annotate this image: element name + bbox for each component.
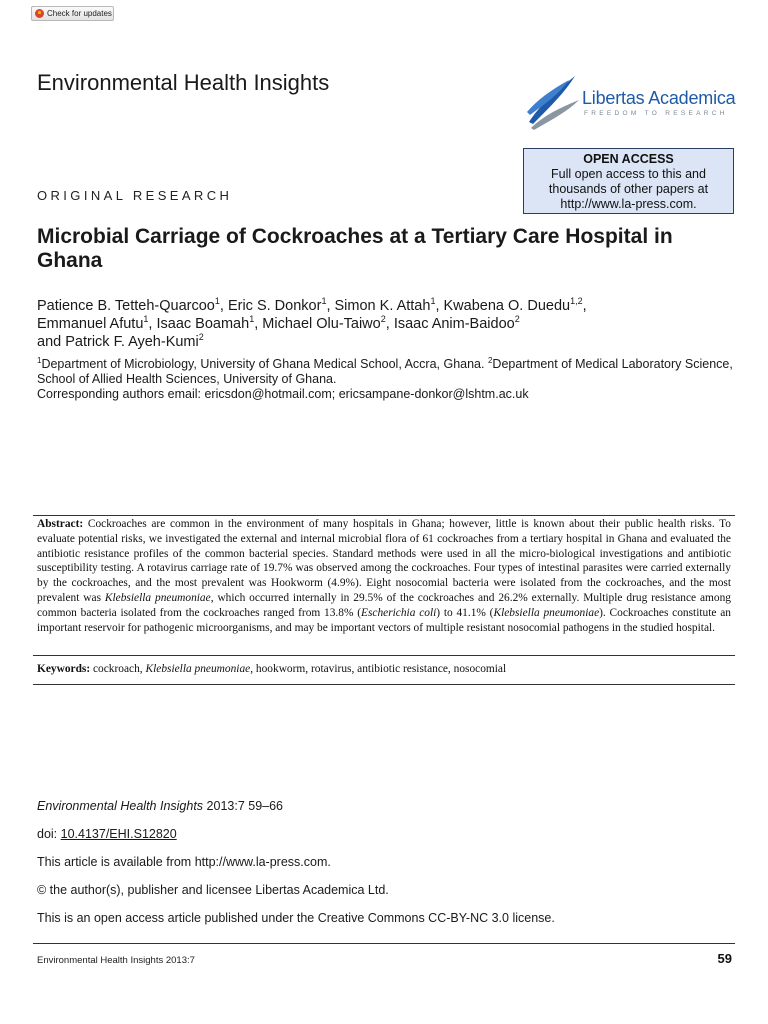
doi-label: doi: (37, 827, 61, 841)
keywords-text: cockroach, (90, 663, 146, 675)
author-affiliation-sup: 1 (321, 296, 327, 307)
logo-name: Libertas Academica (582, 88, 736, 108)
doi-link[interactable]: 10.4137/EHI.S12820 (60, 827, 177, 841)
copyright-line: © the author(s), publisher and licensee Libertas Academica Ltd. (37, 883, 389, 897)
abstract-text: ). Cockroaches constitute an important reservoir for pathogenic microorganisms, and may be important vectors of multiple resistant nosocomial pathogens in the studied hospital. (37, 606, 731, 634)
author-name: Eric S. Donkor (227, 298, 322, 314)
author-affiliation-sup: 2 (198, 332, 204, 343)
author-name: Simon K. Attah (334, 298, 431, 314)
open-access-title: OPEN ACCESS (583, 152, 674, 166)
author-name: Emmanuel Afutu (37, 316, 144, 332)
author-affiliation-sup: 1 (430, 296, 436, 307)
author-separator: , (385, 316, 394, 332)
abstract-label: Abstract: (37, 518, 84, 530)
author-separator: , (148, 316, 157, 332)
keywords-italic: Klebsiella pneumoniae (145, 663, 251, 675)
abstract-bottom-divider (33, 684, 735, 685)
abstract-text: Cockroaches are common in the environment of many hospitals in Ghana; however, little is known about their public health risks. To evaluate potential risks, we investigated the external and internal microbial flora of 61 cockroaches from a tertiary hospital in Ghana and evaluated the antibiotic resistance profiles of the common bacterial species. Standard methods were used in all the micro-biological investigations and antibiotic susceptibility testing. A rotavirus carriage rate of 19.7% was observed among the cockroaches. Four types of intestinal parasites were carried externally by the cockroaches, and the most prevalent was Hookworm (4.9%). Eight nosocomial bacteria were isolated from the cockroaches, and the most prevalent was (37, 518, 731, 604)
abstract-top-divider (33, 515, 735, 516)
corresponding-email: Corresponding authors email: ericsdon@hotmail.com; ericsampane-donkor@lshtm.ac.uk (37, 387, 529, 401)
open-access-line-2: thousands of other papers at (548, 182, 709, 196)
author-affiliation-sup: 1 (214, 296, 220, 307)
open-access-box (523, 148, 734, 214)
footer-journal: Environmental Health Insights 2013:7 (37, 955, 195, 966)
logo-tagline: FREEDOM TO RESEARCH (584, 110, 728, 117)
publisher-logo (525, 70, 737, 130)
author-affiliation-sup: 1,2 (570, 296, 583, 307)
citation-details: 2013:7 59–66 (203, 799, 284, 813)
keywords-divider (33, 655, 735, 656)
affiliation-sup: 2 (487, 355, 493, 365)
author-separator: , (582, 298, 587, 314)
author-separator: , (254, 316, 263, 332)
abstract-italic: Klebsiella pneumoniae (104, 591, 211, 604)
availability-line: This article is available from http://www.la-press.com. (37, 855, 331, 869)
keywords-text: , hookworm, rotavirus, antibiotic resistance, nosocomial (250, 663, 507, 675)
author-separator: , (219, 298, 228, 314)
keywords (37, 662, 731, 677)
author-list (37, 297, 727, 351)
page-number: 59 (717, 951, 732, 966)
author-affiliation-sup: 2 (514, 314, 520, 325)
license-line: This is an open access article published under the Creative Commons CC-BY-NC 3.0 license. (37, 911, 555, 925)
abstract-text: ) to 41.1% ( (436, 606, 494, 619)
check-for-updates-label: Check for updates (47, 9, 112, 18)
citation-journal: Environmental Health Insights (37, 799, 204, 813)
affiliation-2: Department of Medical Laboratory Science, School of Allied Health Sciences, University of Ghana. (37, 357, 733, 386)
citation-line (37, 799, 283, 813)
author-separator: , (435, 298, 444, 314)
abstract-italic: Escherichia coli (361, 606, 437, 619)
affiliation-1: Department of Microbiology, University of Ghana Medical School, Accra, Ghana. (41, 357, 488, 371)
libertas-bird-icon (525, 70, 581, 130)
keywords-label: Keywords: (37, 663, 91, 675)
abstract-italic: Klebsiella pneumoniae (493, 606, 600, 619)
abstract (37, 517, 731, 635)
crossmark-icon (35, 9, 44, 18)
author-separator: , (326, 298, 335, 314)
abstract-text: , which occurred internally in 29.5% of the cockroaches and 26.2% externally. Multiple drug resistance among common bacteria isolated from the cockroaches ranged from 13.8% ( (37, 591, 731, 619)
author-name: Isaac Anim-Baidoo (393, 316, 515, 332)
footer-divider (33, 943, 735, 944)
affiliations (37, 357, 737, 402)
author-affiliation-sup: 2 (380, 314, 386, 325)
author-affiliation-sup: 1 (143, 314, 149, 325)
check-for-updates-button[interactable] (31, 6, 114, 21)
open-access-url[interactable]: http://www.la-press.com. (560, 197, 697, 211)
author-name: Michael Olu-Taiwo (262, 316, 381, 332)
author-name: and Patrick F. Ayeh-Kumi (37, 334, 199, 350)
paper-title: Microbial Carriage of Cockroaches at a Tertiary Care Hospital in Ghana (37, 225, 673, 272)
open-access-line-1: Full open access to this and (551, 167, 706, 181)
author-affiliation-sup: 1 (249, 314, 255, 325)
author-name: Patience B. Tetteh-Quarcoo (37, 298, 215, 314)
affiliation-sup: 1 (37, 355, 42, 365)
journal-title: Environmental Health Insights (37, 70, 330, 95)
author-name: Kwabena O. Duedu (443, 298, 571, 314)
article-type-label: ORIGINAL RESEARCH (37, 188, 233, 203)
doi-line (37, 827, 177, 841)
author-name: Isaac Boamah (156, 316, 250, 332)
